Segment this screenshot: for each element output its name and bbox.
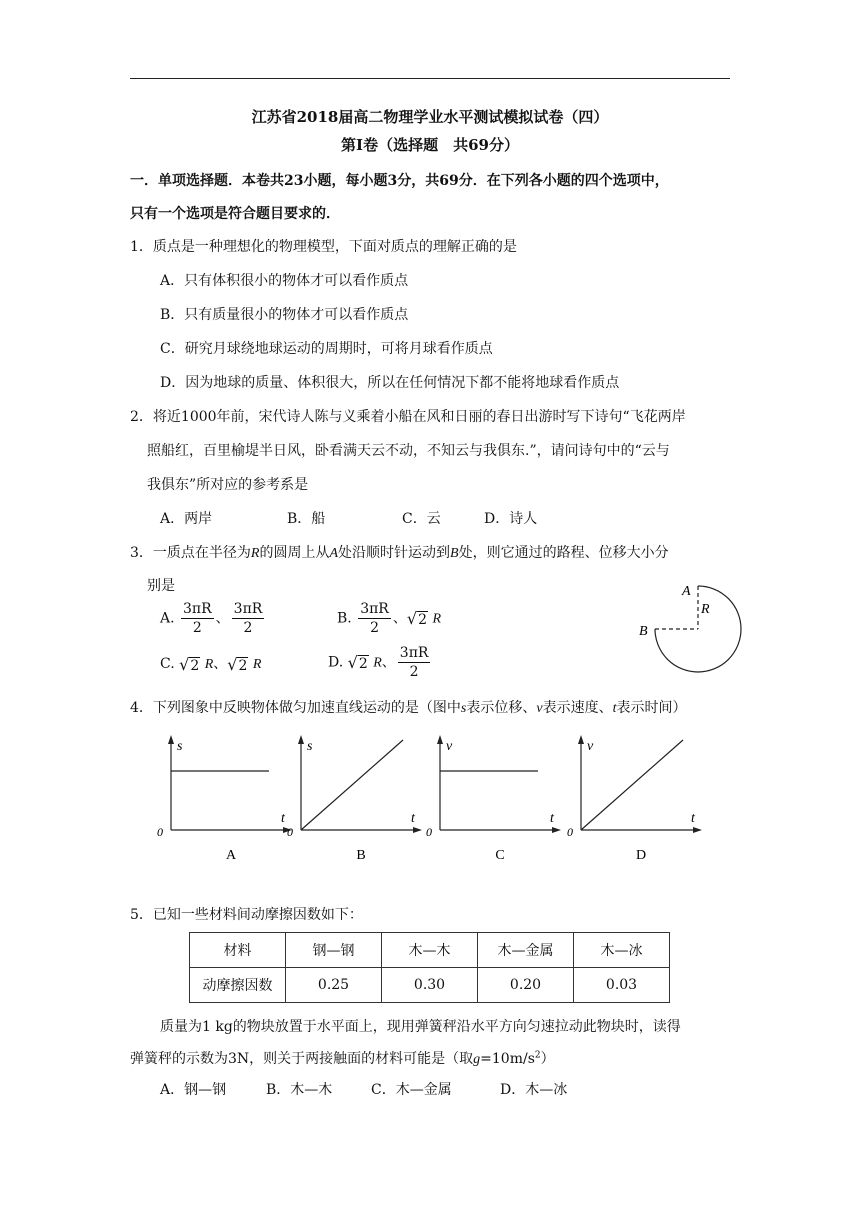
q1-option-b: B．只有质量很小的物体才可以看作质点 (160, 307, 409, 323)
q2-stem-line3: 我俱东”所对应的参考系是 (147, 477, 309, 493)
table-cell: 木—金属 (478, 933, 574, 968)
graph-caption: D (635, 848, 647, 860)
table-cell: 材料 (190, 933, 286, 968)
q1-stem: 1．质点是一种理想化的物理模型，下面对质点的理解正确的是 (130, 239, 517, 255)
x-axis-arrow (413, 827, 422, 833)
paper-subtitle: 第Ⅰ卷（选择题 共69分） (341, 136, 519, 154)
q4-stem: 4．下列图象中反映物体做匀加速直线运动的是（图中s表示位移、v表示速度、t表示时间） (130, 700, 687, 716)
origin-label: 0 (157, 825, 163, 839)
table-cell: 0.20 (478, 968, 574, 1003)
q2-option-c: C．云 (402, 511, 441, 527)
y-axis-arrow (578, 735, 584, 744)
y-axis-arrow (168, 735, 174, 744)
friction-table (189, 932, 670, 1003)
paper-title: 江苏省2018届高二物理学业水平测试模拟试卷（四） (251, 108, 609, 126)
q3-option-b: B. $\frac{3\pi R}{2}$ 、√2 R (337, 601, 441, 636)
y-axis-label: v (446, 739, 453, 754)
table-cell: 0.03 (574, 968, 670, 1003)
graph-line-rising (301, 740, 403, 830)
q5-paragraph-line1: 质量为1 kg的物块放置于水平面上，现用弹簧秤沿水平方向匀速拉动此物块时，读得 (160, 1019, 681, 1035)
x-axis-label: t (550, 811, 554, 826)
x-axis-label: t (691, 811, 695, 826)
origin-label: 0 (426, 825, 432, 839)
table-header-row (190, 933, 670, 968)
x-axis-arrow (552, 827, 561, 833)
x-axis-arrow (693, 827, 702, 833)
point-a-label: A (682, 584, 691, 599)
table-row (190, 968, 670, 1003)
q5-paragraph-line2: 弹簧秤的示数为3N，则关于两接触面的材料可能是（取$g=10m/s^2$） (130, 1050, 555, 1067)
y-axis-label: s (177, 739, 183, 754)
y-axis-label: s (307, 739, 313, 754)
q4-graph-d (565, 730, 715, 860)
q2-option-a: A．两岸 (160, 511, 213, 527)
radius-label: R (701, 602, 710, 617)
x-axis-label: t (281, 811, 285, 826)
q2-stem-line1: 2．将近1000年前，宋代诗人陈与义乘着小船在风和日丽的春日出游时写下诗句“飞花两岸 (130, 409, 686, 425)
q2-stem-line2: 照船红，百里榆堤半日风，卧看满天云不动，不知云与我俱东.”，请问诗句中的“云与 (147, 443, 670, 459)
y-axis-arrow (437, 735, 443, 744)
q1-option-d: D．因为地球的质量、体积很大，所以在任何情况下都不能将地球看作质点 (160, 375, 620, 391)
q5-option-d: D．木—冰 (500, 1082, 568, 1098)
graph-caption: B (356, 848, 366, 860)
q5-option-a: A．钢—钢 (160, 1082, 227, 1098)
y-axis-label: v (587, 739, 594, 754)
q4-graph-c (424, 730, 574, 860)
table-cell: 木—木 (382, 933, 478, 968)
y-axis-arrow (298, 735, 304, 744)
top-rule (130, 78, 730, 79)
section-instructions-line2: 只有一个选项是符合题目要求的． (130, 206, 340, 222)
q2-option-d: D．诗人 (484, 511, 538, 527)
q3-option-c: C. √2 R、√2 R (160, 654, 262, 674)
q3-circle-figure (630, 575, 750, 685)
table-cell: 木—冰 (574, 933, 670, 968)
x-axis-label: t (411, 811, 415, 826)
origin-label: 0 (567, 825, 573, 839)
q3-stem-line1: 3．一质点在半径为R的圆周上从A处沿顺时针运动到B处，则它通过的路程、位移大小分 (130, 545, 669, 561)
table-cell: 0.25 (286, 968, 382, 1003)
table-cell: 0.30 (382, 968, 478, 1003)
table-cell: 动摩擦因数 (190, 968, 286, 1003)
graph-caption: A (225, 848, 237, 860)
origin-label: 0 (287, 825, 293, 839)
q1-option-a: A．只有体积很小的物体才可以看作质点 (160, 273, 409, 289)
q5-option-b: B．木—木 (266, 1082, 333, 1098)
q2-option-b: B．船 (287, 511, 326, 527)
graph-line-rising (581, 740, 683, 830)
graph-caption: C (495, 848, 505, 860)
q3-option-a: A. $\frac{3\pi R}{2}$ 、 $\frac{3\pi R}{2}$ (160, 601, 263, 636)
q4-graph-b (285, 730, 435, 860)
q4-graph-a (155, 730, 305, 860)
q3-stem-line2: 别是 (147, 578, 175, 594)
point-b-label: B (639, 624, 648, 639)
q5-option-c: C．木—金属 (371, 1082, 452, 1098)
q1-option-c: C．研究月球绕地球运动的周期时，可将月球看作质点 (160, 341, 493, 357)
q5-stem: 5．已知一些材料间动摩擦因数如下： (130, 907, 363, 923)
q3-option-d: D. √2 R、 $\frac{3\pi R}{2}$ (328, 645, 429, 680)
section-instructions-line1: 一．单项选择题．本卷共23小题，每小题3分，共69分．在下列各小题的四个选项中， (130, 173, 669, 189)
table-cell: 钢—钢 (286, 933, 382, 968)
